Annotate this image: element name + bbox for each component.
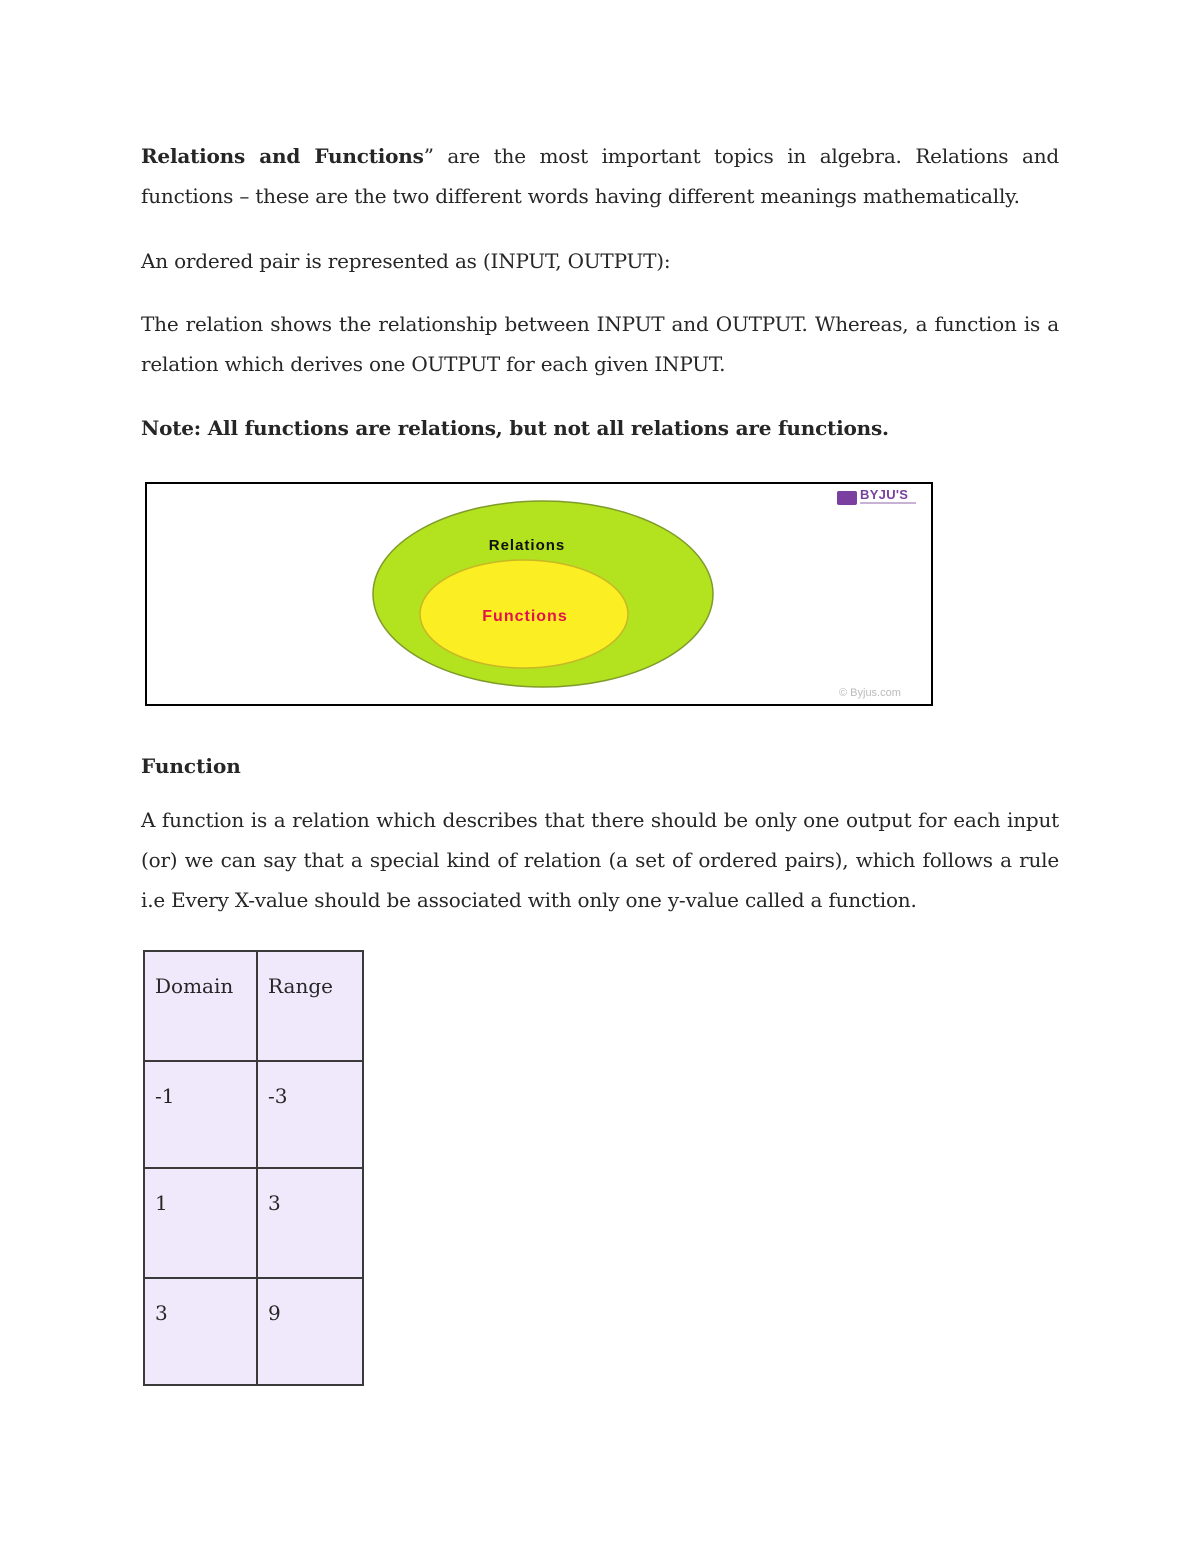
function-paragraph: A function is a relation which describes that there should be only one output for each input (or) we can say that a special kind of relation (a set of ordered pairs), which follows a rule i.e Every X-value should be associated with only one y-value called a function. bbox=[141, 808, 1059, 912]
domain-range-table bbox=[143, 950, 364, 1386]
table-row bbox=[144, 1168, 363, 1278]
relations-label: Relations bbox=[488, 537, 566, 554]
intro-paragraph bbox=[141, 136, 1059, 216]
intro-bold-lead: Relations and Functions bbox=[141, 144, 424, 168]
byjus-logo-tagline-bar bbox=[860, 502, 916, 504]
domain-cell: 3 bbox=[144, 1278, 257, 1385]
header-range: Range bbox=[257, 951, 363, 1061]
range-cell: -3 bbox=[257, 1061, 363, 1168]
domain-cell: 1 bbox=[144, 1168, 257, 1278]
byjus-logo bbox=[837, 489, 919, 507]
relations-functions-figure bbox=[145, 482, 933, 706]
byjus-logo-text: BYJU'S bbox=[860, 487, 909, 502]
header-domain: Domain bbox=[144, 951, 257, 1061]
table-header-row bbox=[144, 951, 363, 1061]
table-row bbox=[144, 1278, 363, 1385]
range-cell: 3 bbox=[257, 1168, 363, 1278]
venn-diagram bbox=[147, 484, 931, 704]
byjus-logo-icon bbox=[837, 491, 857, 505]
note-paragraph: Note: All functions are relations, but not all relations are functions. bbox=[141, 416, 889, 440]
relation-paragraph: The relation shows the relationship between INPUT and OUTPUT. Whereas, a function is a relation which derives one OUTPUT for each given INPUT. bbox=[141, 312, 1059, 376]
intro-rest: ” are the most important topics in algebra. Relations and functions – these are the two different words having different meanings mathematically. bbox=[141, 144, 1059, 208]
ordered-pair-paragraph: An ordered pair is represented as (INPUT, OUTPUT): bbox=[141, 249, 671, 273]
table-row bbox=[144, 1061, 363, 1168]
functions-label: Functions bbox=[482, 608, 568, 625]
domain-cell: -1 bbox=[144, 1061, 257, 1168]
function-heading: Function bbox=[141, 754, 241, 778]
range-cell: 9 bbox=[257, 1278, 363, 1385]
copyright-text: © Byjus.com bbox=[839, 687, 901, 699]
